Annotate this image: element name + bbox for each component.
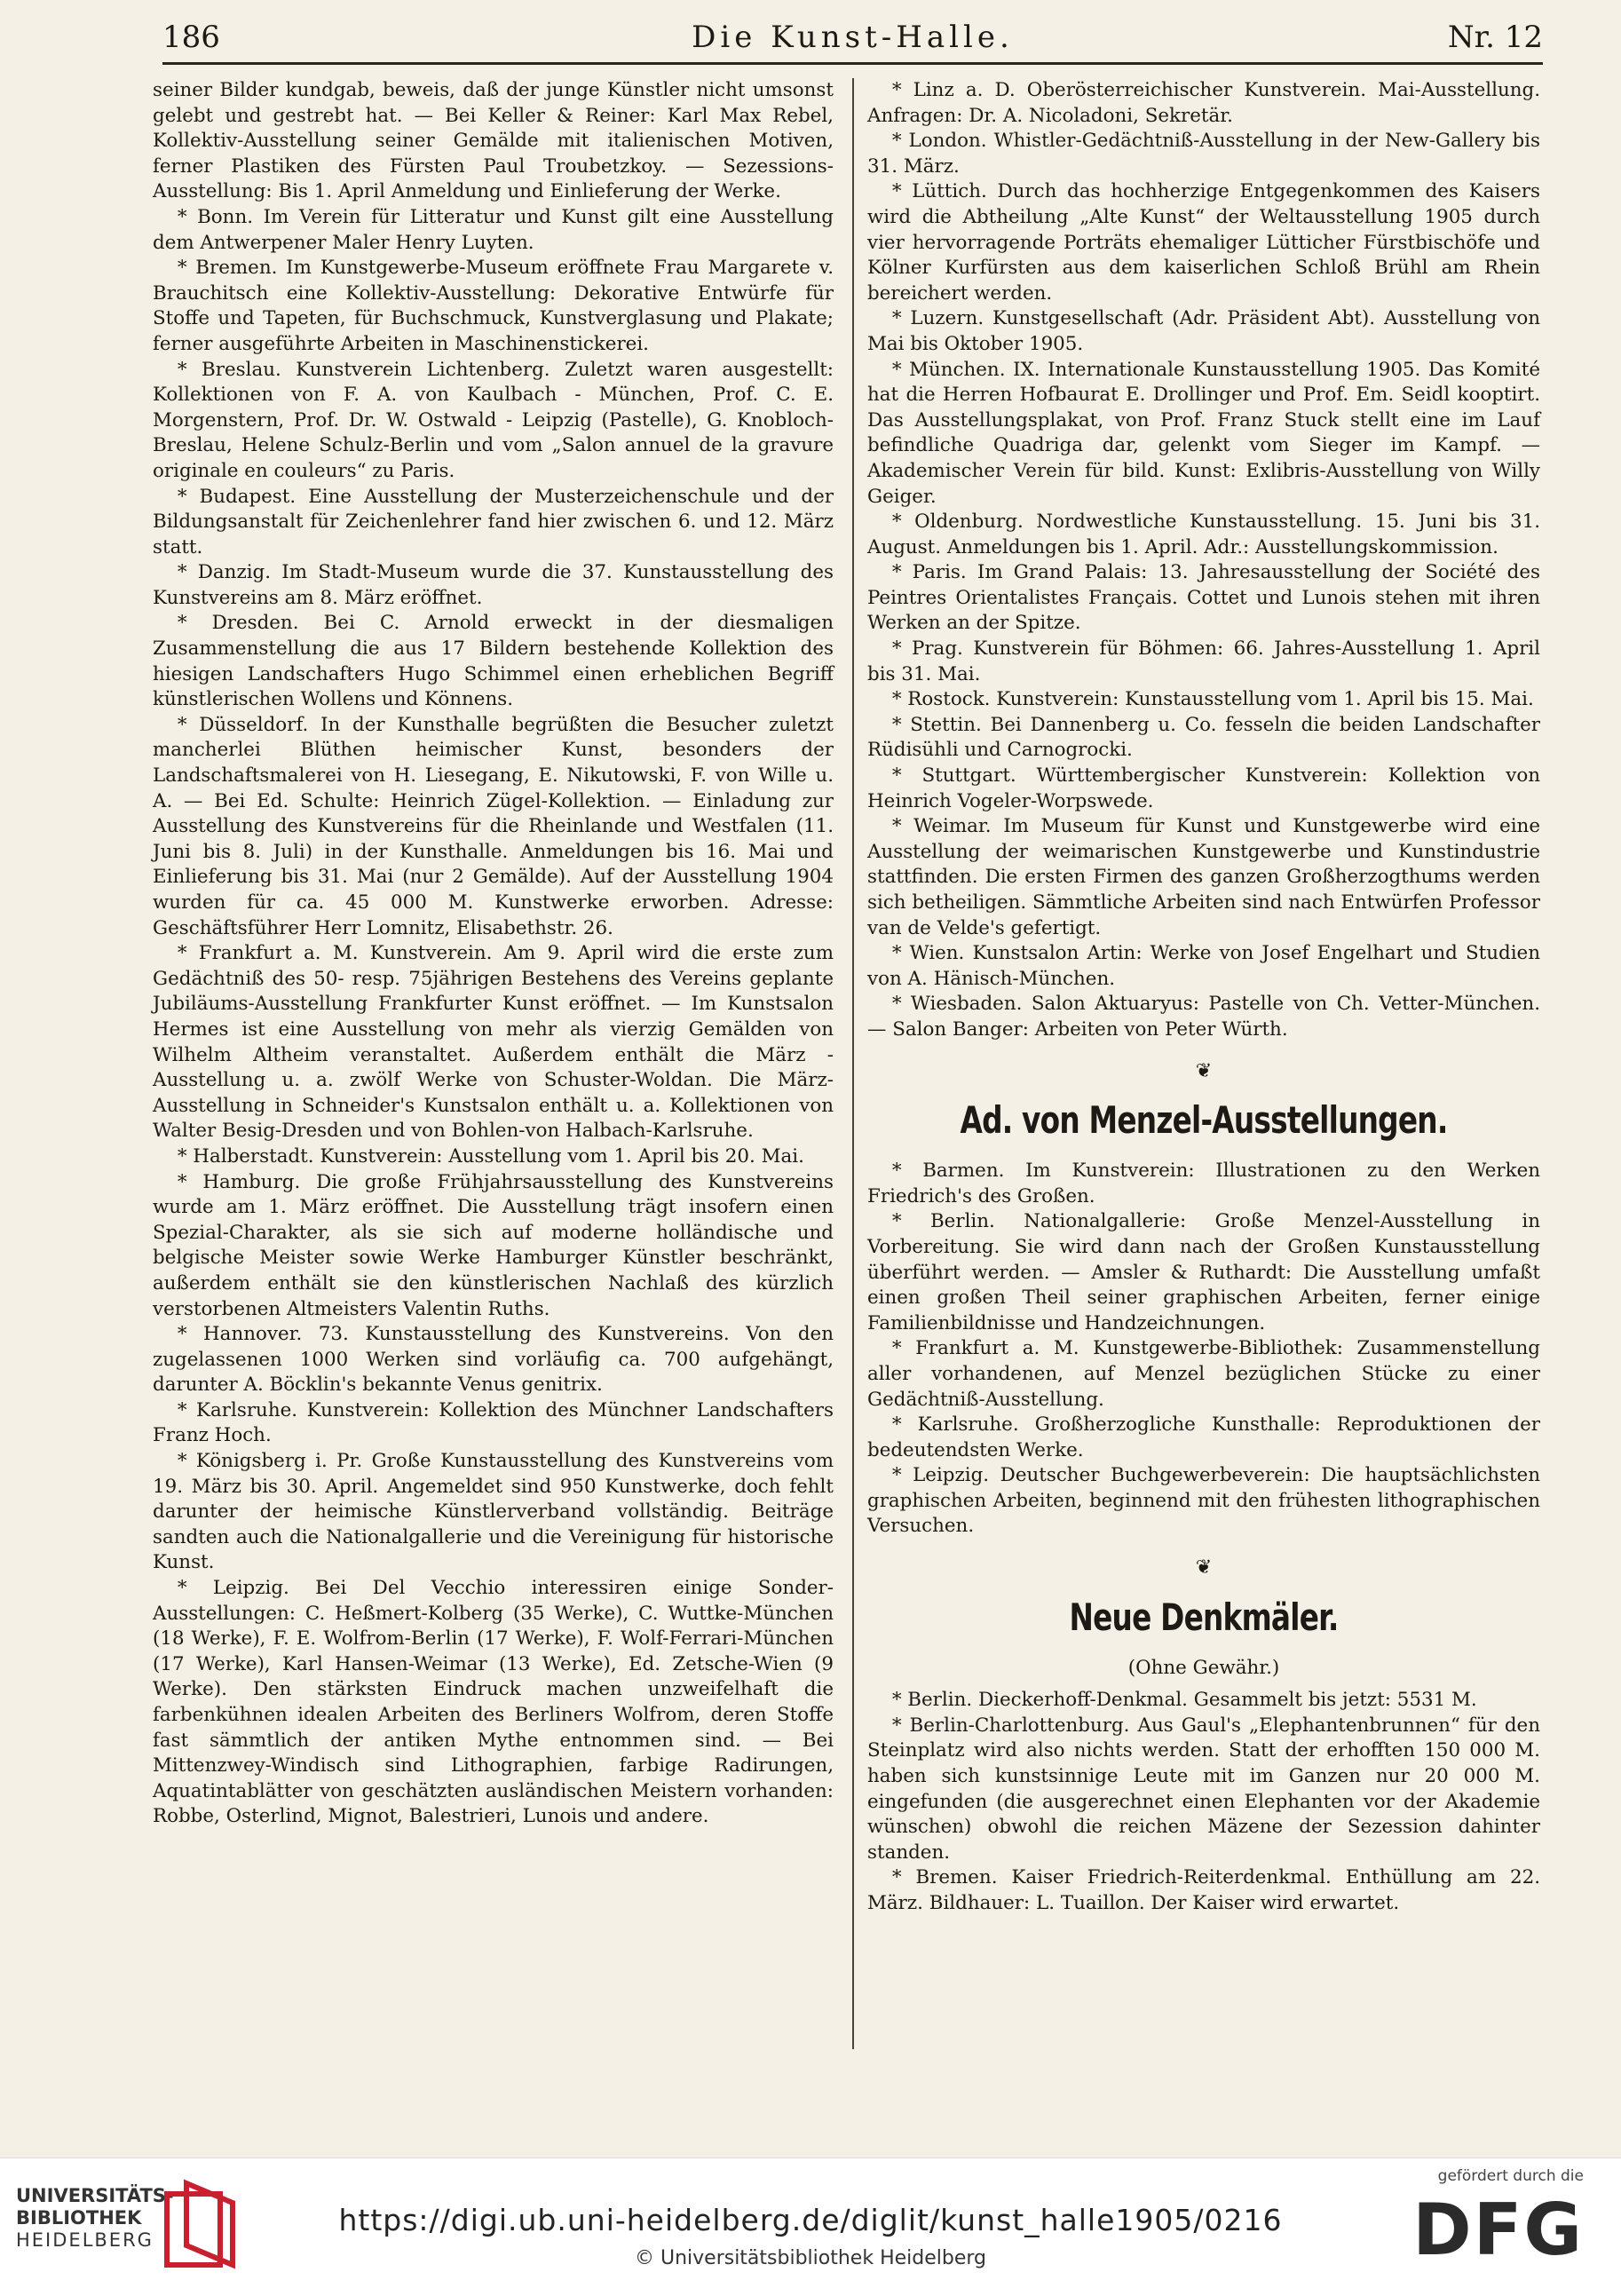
paragraph: * Stettin. Bei Dannenberg u. Co. fesseln die beiden Landschafter Rüdisühli und Carnogrocki.: [867, 713, 1540, 762]
paragraph: * Wiesbaden. Salon Aktuaryus: Pastelle von Ch. Vetter-München. — Salon Banger: Arbeiten von Peter Würth.: [867, 993, 1540, 1041]
paragraph: seiner Bilder kundgab, beweis, daß der junge Künstler nicht umsonst gelebt und gestrebt hat. — Bei Keller & Reiner: Karl Max Rebel, Kollektiv-Ausstellung seiner Gemälde mit italienischen Motiven, ferner Plastiken des Fürsten Paul Troubetzkoy. — Sezessions-Ausstellung: Bis 1. April Anmeldung und Einlieferung der Werke.: [153, 79, 834, 203]
paragraph: * London. Whistler-Gedächtniß-Ausstellung in der New-Gallery bis 31. März.: [867, 130, 1540, 178]
library-name-line: UNIVERSITÄTS-: [16, 2185, 174, 2206]
column-divider: [852, 78, 854, 2049]
issue-number: Nr. 12: [1447, 20, 1543, 55]
paragraph: * Frankfurt a. M. Kunstgewerbe-Bibliothek: Zusammenstellung aller vorhandenen, auf Menzel bezüglichen Stücke zu einer Gedächtniß-Ausstellung.: [867, 1337, 1540, 1411]
paragraph: * Barmen. Im Kunstverein: Illustrationen zu den Werken Friedrich's des Großen.: [867, 1160, 1540, 1207]
paragraph: * Leipzig. Deutscher Buchgewerbeverein: Die hauptsächlichsten graphischen Arbeiten, beginnend mit den frühesten lithographischen Versuchen.: [867, 1464, 1540, 1538]
paragraph: * Frankfurt a. M. Kunstverein. Am 9. April wird die erste zum Gedächtniß des 50- resp. 75jährigen Bestehens des Vereins geplante Jubiläums-Ausstellung Frankfurter Kunst eröffnet. — Im Kunstsalon Hermes ist eine Ausstellung von mehr als vierzig Gemälden von Wilhelm Altheim veranstaltet. Außerdem enthält die März - Ausstellung u. a. zwölf Werke von Schuster-Woldan. Die März-Ausstellung in Schneider's Kunstsalon enthält u. a. Kollektionen von Walter Besig-Dresden und von Bohlen-von Halbach-Karlsruhe.: [153, 942, 834, 1143]
paragraph: * Wien. Kunstsalon Artin: Werke von Josef Engelhart und Studien von A. Hänisch-München.: [867, 942, 1540, 990]
left-column: [153, 78, 834, 1830]
journal-title: Die Kunst-Halle.: [692, 20, 1014, 55]
paragraph: * Berlin. Nationalgallerie: Große Menzel-Ausstellung in Vorbereitung. Sie wird dann nach der Großen Kunstausstellung überführt werden. — Amsler & Ruthardt: Die Ausstellung umfaßt einen großen Theil seiner graphischen Arbeiten, ferner einige Familienbildnisse und Handzeichnungen.: [867, 1210, 1540, 1334]
paragraph: * Karlsruhe. Großherzogliche Kunsthalle: Reproduktionen der bedeutendsten Werke.: [867, 1413, 1540, 1461]
section-heading-denkmaeler: Neue Denkmäler.: [1069, 1595, 1339, 1639]
paragraph: * Budapest. Eine Ausstellung der Musterzeichenschule und der Bildungsanstalt für Zeichenlehrer fand hier zwischen 6. und 12. März statt.: [153, 485, 834, 558]
paragraph: * Hannover. 73. Kunstausstellung des Kunstvereins. Von den zugelassenen 1000 Werken sind vorläufig ca. 700 aufgehängt, darunter A. Böcklin's bekannte Venus genitrix.: [153, 1323, 834, 1397]
paragraph: * Paris. Im Grand Palais: 13. Jahresausstellung der Société des Peintres Orientalistes Français. Cottet und Lunois stehen mit ihren Werken an der Spitze.: [867, 561, 1540, 635]
right-column: [867, 78, 1540, 1917]
paragraph: * Königsberg i. Pr. Große Kunstausstellung des Kunstvereins vom 19. März bis 30. April. Angemeldet sind 950 Kunstwerke, doch fehlt darunter der heimische Künstlerverband vollständig. Beiträge sandten auch die Nationalgallerie und die Vereinigung für historische Kunst.: [153, 1450, 834, 1574]
paragraph: * Berlin-Charlottenburg. Aus Gaul's „Elephantenbrunnen“ für den Steinplatz wird also nichts werden. Statt der erhofften 150 000 M. haben sich kunstsinnige Leute mit im Ganzen nur 20 000 M. eingefunden (die ausgerechnet einen Elephanten vor der Akademie wünschen) obwohl die reichen Mäzene der Sezession dahinter standen.: [867, 1714, 1540, 1864]
copyright-notice: © Universitätsbibliothek Heidelberg: [634, 2247, 986, 2269]
paragraph: * Bonn. Im Verein für Litteratur und Kunst gilt eine Ausstellung dem Antwerpener Maler Henry Luyten.: [153, 205, 834, 254]
paragraph: * Luzern. Kunstgesellschaft (Adr. Präsident Abt). Ausstellung von Mai bis Oktober 1905.: [867, 307, 1540, 355]
paragraph: * Karlsruhe. Kunstverein: Kollektion des Münchner Landschafters Franz Hoch.: [153, 1398, 834, 1447]
paragraph: * Rostock. Kunstverein: Kunstausstellung vom 1. April bis 15. Mai.: [891, 688, 1534, 711]
dfg-logo: DFG: [1412, 2189, 1584, 2271]
paragraph: * Berlin. Dieckerhoff-Denkmal. Gesammelt bis jetzt: 5531 M.: [891, 1689, 1477, 1712]
paragraph: * Dresden. Bei C. Arnold erweckt in der diesmaligen Zusammenstellung die aus 17 Bildern bestehende Kollektion des hiesigen Landschafters Hugo Schimmel einen erheblichen Begriff künstlerischen Wollens und Könnens.: [153, 612, 834, 711]
section-heading-menzel: Ad. von Menzel-Ausstellungen.: [960, 1098, 1448, 1143]
paragraph: * Breslau. Kunstverein Lichtenberg. Zuletzt waren ausgestellt: Kollektionen von F. A. von Kaulbach - München, Prof. C. E. Morgenstern, Prof. Dr. W. Ostwald - Leipzig (Pastelle), G. Knobloch-Breslau, Helene Schulz-Berlin und vom „Salon annuel de la gravure originale en couleurs“ zu Paris.: [153, 358, 834, 482]
paragraph: * Oldenburg. Nordwestliche Kunstausstellung. 15. Juni bis 31. August. Anmeldungen bis 1. April. Adr.: Ausstellungskommission.: [867, 511, 1540, 558]
section-subtitle: (Ohne Gewähr.): [1127, 1656, 1280, 1679]
source-url-link[interactable]: https://digi.ub.uni-heidelberg.de/diglit/kunst_halle1905/0216: [338, 2203, 1283, 2237]
page-number: 186: [162, 20, 220, 55]
paragraph: * Linz a. D. Oberösterreichischer Kunstverein. Mai-Ausstellung. Anfragen: Dr. A. Nicoladoni, Sekretär.: [867, 79, 1540, 127]
section-ornament: ❦: [1195, 1556, 1213, 1579]
paragraph: * Stuttgart. Württembergischer Kunstverein: Kollektion von Heinrich Vogeler-Worpswede.: [867, 764, 1540, 812]
paragraph: * Prag. Kunstverein für Böhmen: 66. Jahres-Ausstellung 1. April bis 31. Mai.: [867, 637, 1540, 685]
sponsor-note: gefördert durch die: [1437, 2167, 1584, 2185]
section-ornament: ❦: [1195, 1059, 1213, 1082]
library-footer: [0, 2157, 1621, 2296]
paragraph: * Düsseldorf. In der Kunsthalle begrüßten die Besucher zuletzt mancherlei Blüthen heimischer Kunst, besonders der Landschaftsmalerei von H. Liesegang, E. Nikutowski, F. von Wille u. A. — Bei Ed. Schulte: Heinrich Zügel-Kollektion. — Einladung zur Ausstellung des Kunstvereins für die Rheinlande und Westfalen (11. Juni bis 8. Juli) in der Kunsthalle. Anmeldungen bis 16. Mai und Einlieferung bis 31. Mai (nur 2 Gemälde). Auf der Ausstellung 1904 wurden für ca. 45 000 M. Kunstwerke erworben. Adresse: Geschäftsführer Herr Lomnitz, Elisabethstr. 26.: [153, 713, 834, 939]
header-rule: [162, 62, 1543, 65]
paragraph: * Weimar. Im Museum für Kunst und Kunstgewerbe wird eine Ausstellung der weimarischen Kunstgewerbe und Kunstindustrie stattfinden. Die ersten Firmen des ganzen Großherzogthums werden sich betheiligen. Sämmtliche Arbeiten sind nach Entwürfen Professor van de Velde's gefertigt.: [867, 815, 1540, 939]
library-city: HEIDELBERG: [16, 2229, 154, 2251]
paragraph: * Bremen. Kaiser Friedrich-Reiterdenkmal. Enthüllung am 22. März. Bildhauer: L. Tuaillon. Der Kaiser wird erwartet.: [867, 1866, 1540, 1914]
library-name-line: BIBLIOTHEK: [16, 2207, 142, 2229]
paragraph: * Hamburg. Die große Frühjahrsausstellung des Kunstvereins wurde am 1. März eröffnet. Die Ausstellung trägt insofern einen Spezial-Charakter, als sie sich auf moderne holländische und belgische Meister sowie Werke Hamburger Künstler beschränkt, außerdem enthält sie den künstlerischen Nachlaß des kürzlich verstorbenen Altmeisters Valentin Ruths.: [153, 1170, 834, 1320]
paragraph: * Bremen. Im Kunstgewerbe-Museum eröffnete Frau Margarete v. Brauchitsch eine Kollektiv-Ausstellung: Dekorative Entwürfe für Stoffe und Tapeten, für Buchschmuck, Kunstverglasung und Plakate; ferner ausgeführte Arbeiten in Maschinenstickerei.: [153, 257, 834, 355]
paragraph: * Leipzig. Bei Del Vecchio interessiren einige Sonder-Ausstellungen: C. Heßmert-Kolberg (35 Werke), C. Wuttke-München (18 Werke), F. E. Wolfrom-Berlin (17 Werke), F. Wolf-Ferrari-München (17 Werke), Karl Hansen-Weimar (13 Werke), Ed. Zetsche-Wien (9 Werke). Den stärksten Eindruck machen unzweifelhaft die farbenkühnen idealen Arbeiten des Berliners Wolfrom, deren Stoffe fast sämmtlich der antiken Mythe entnommen sind. — Bei Mittenzwey-Windisch sind Lithographien, farbige Radirungen, Aquatintablätter von geschätzten ausländischen Meistern vorhanden: Robbe, Osterlind, Mignot, Balestrieri, Lunois und andere.: [153, 1577, 834, 1828]
paragraph: * Lüttich. Durch das hochherzige Entgegenkommen des Kaisers wird die Abtheilung „Alte Kunst“ der Weltausstellung 1905 durch vier hervorragende Porträts ehemaliger Lütticher Fürstbischöfe und Kölner Kurfürsten aus dem kaiserlichen Schloß Brühl am Rhein bereichert werden.: [867, 180, 1540, 305]
paragraph: * München. IX. Internationale Kunstausstellung 1905. Das Komité hat die Herren Hofbaurat E. Drollinger und Prof. Em. Seidl kooptirt. Das Ausstellungsplakat, von Prof. Franz Stuck stellt eine im Lauf befindliche Quadriga dar, gelenkt vom Sieger im Kampf. — Akademischer Verein für bild. Kunst: Exlibris-Ausstellung von Willy Geiger.: [867, 358, 1540, 508]
paragraph: * Danzig. Im Stadt-Museum wurde die 37. Kunstausstellung des Kunstvereins am 8. März eröffnet.: [153, 561, 834, 609]
paragraph: * Halberstadt. Kunstverein: Ausstellung vom 1. April bis 20. Mai.: [177, 1144, 804, 1168]
